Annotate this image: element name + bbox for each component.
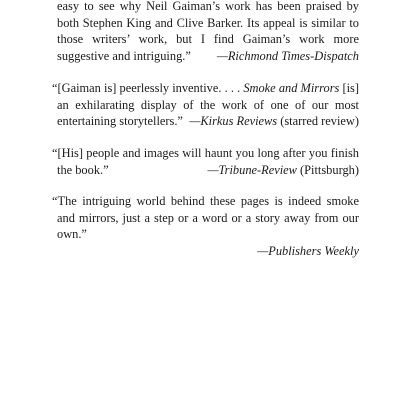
blurb-attribution	[189, 113, 359, 130]
blurb-text-before: “[Gaiman is] peerlessly inventive. . . .	[52, 81, 244, 95]
blurb-text: “[His] people and images will haunt you long after you finish the book.”	[52, 146, 359, 177]
blurb-attribution	[207, 162, 359, 179]
blurb-source-note: (Pittsburgh)	[296, 162, 359, 177]
blurb-book-title: Smoke and Mirrors	[243, 81, 340, 95]
blurb-attribution	[57, 243, 359, 260]
blurb-source-note: (starred review)	[277, 114, 359, 128]
blurb-source: —Tribune-Review	[207, 162, 297, 177]
blurb-attribution	[217, 48, 359, 65]
blurb-text: easy to see why Neil Gaiman’s work has been praised by both Stephen King and Clive Barker. Its appeal is similar to those writers’ work, but I find Gaiman’s work more suggestive and intriguing.”	[57, 0, 359, 63]
blurb-text: “The intriguing world behind these pages is indeed smoke and mirrors, just a step or a word or a story away from our own.”	[52, 194, 359, 241]
blurb-source: —Richmond Times-Dispatch	[216, 48, 359, 63]
blurb-kirkus	[52, 80, 360, 130]
blurb-text-after: [is] an exhilarating display of the work of one of our most entertaining storytellers.”	[57, 81, 360, 128]
blurb-source: —Publishers Weekly	[257, 243, 359, 258]
blurb-richmond	[57, 0, 359, 64]
blurb-publishers-weekly	[52, 193, 359, 259]
blurb-tribune	[52, 145, 359, 178]
blurb-source: —Kirkus Reviews	[189, 114, 278, 128]
